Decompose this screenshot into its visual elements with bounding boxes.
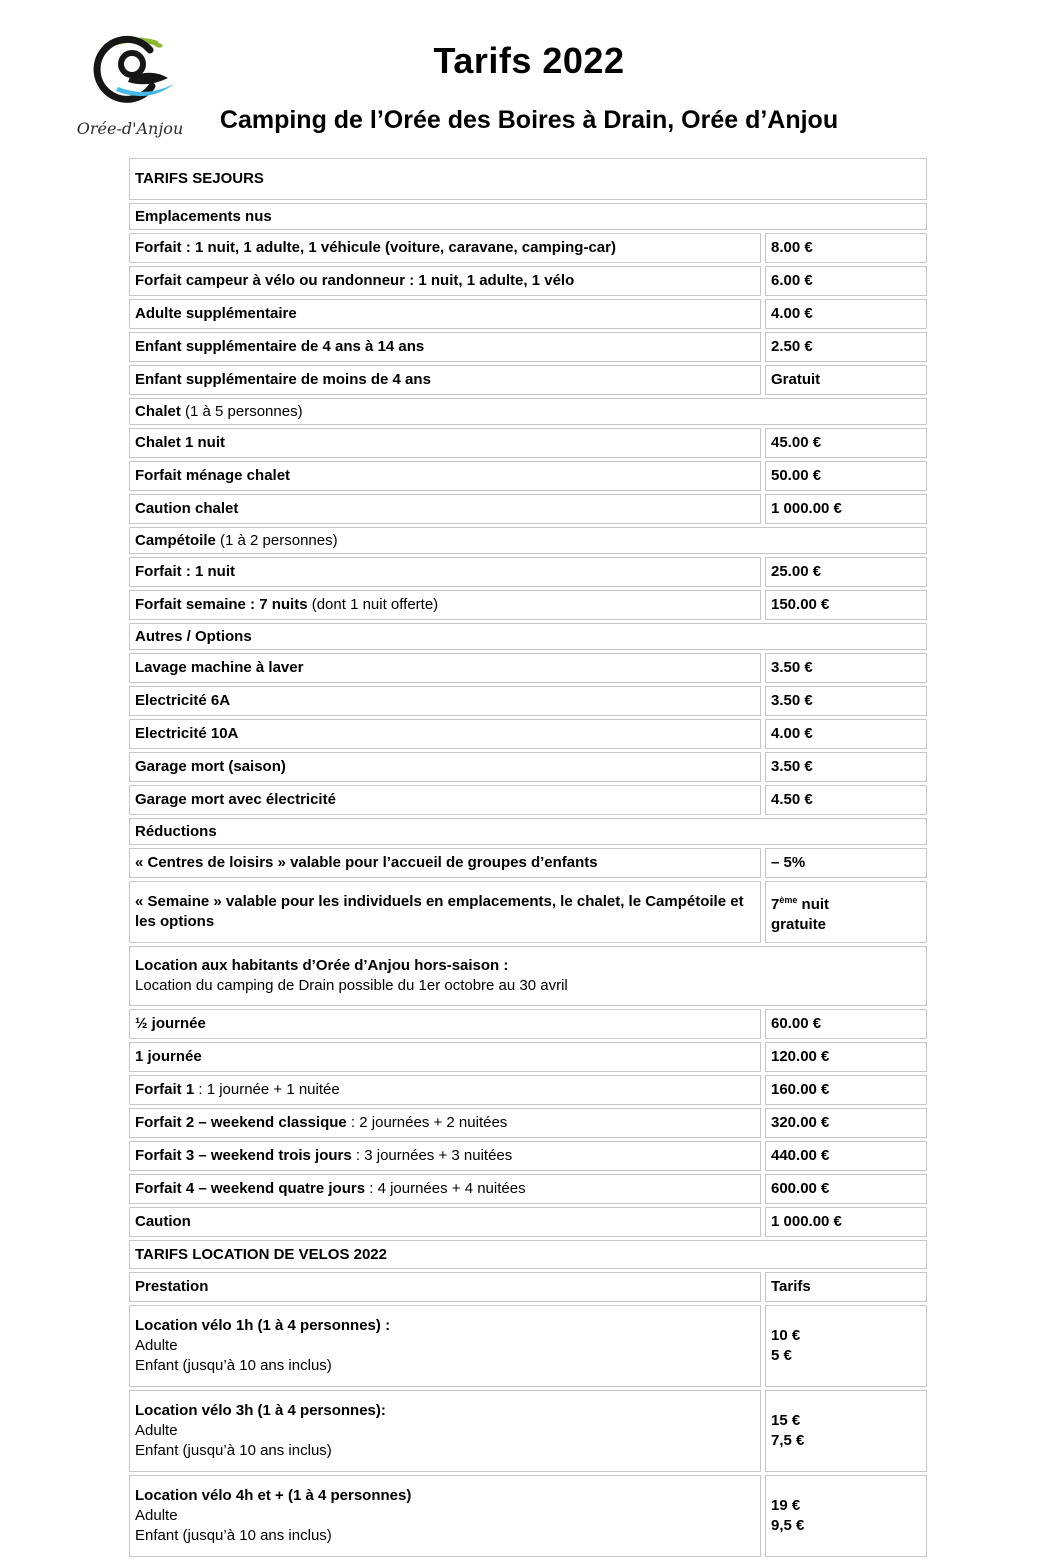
tariff-label: Garage mort (saison) bbox=[129, 752, 761, 782]
tariff-row bbox=[129, 1108, 927, 1138]
section-header bbox=[129, 527, 927, 554]
tariff-price: 2.50 € bbox=[765, 332, 927, 362]
tariff-row bbox=[129, 881, 927, 943]
price-line: 19 € bbox=[771, 1497, 801, 1514]
tariff-price: 150.00 € bbox=[765, 590, 927, 620]
tariff-price: Gratuit bbox=[765, 365, 927, 395]
tariff-row bbox=[129, 266, 927, 296]
tariff-price: 4.50 € bbox=[765, 785, 927, 815]
tariff-label: Location vélo 4h et + (1 à 4 personnes) Adulte Enfant (jusqu’à 10 ans inclus) bbox=[129, 1475, 761, 1557]
tariff-price: 8.00 € bbox=[765, 233, 927, 263]
section-label: Campétoile bbox=[135, 531, 216, 549]
tariff-price: 1 000.00 € bbox=[765, 494, 927, 524]
section-note: Location du camping de Drain possible du 1er octobre au 30 avril bbox=[135, 977, 568, 994]
page-subtitle: Camping de l’Orée des Boires à Drain, Orée d’Anjou bbox=[219, 106, 839, 134]
tariff-label: « Centres de loisirs » valable pour l’accueil de groupes d’enfants bbox=[129, 848, 761, 878]
tariff-row bbox=[129, 494, 927, 524]
section-header-row bbox=[129, 398, 927, 425]
column-header-prestation: Prestation bbox=[129, 1272, 761, 1302]
tariff-row bbox=[129, 557, 927, 587]
tariff-price: 3.50 € bbox=[765, 686, 927, 716]
tariff-label: Enfant supplémentaire de 4 ans à 14 ans bbox=[129, 332, 761, 362]
price-line: 5 € bbox=[771, 1347, 792, 1364]
section-header-row bbox=[129, 818, 927, 845]
tariff-row bbox=[129, 785, 927, 815]
price-line: 7ème nuit bbox=[771, 894, 830, 913]
tariff-row bbox=[129, 1009, 927, 1039]
velos-table-title: TARIFS LOCATION DE VELOS 2022 bbox=[129, 1240, 927, 1269]
tariff-label: Caution bbox=[129, 1207, 761, 1237]
tariff-price: 1 000.00 € bbox=[765, 1207, 927, 1237]
tariff-price: 440.00 € bbox=[765, 1141, 927, 1171]
tariff-price bbox=[765, 1475, 927, 1557]
section-header-row bbox=[129, 946, 927, 1006]
tariff-label: Lavage machine à laver bbox=[129, 653, 761, 683]
tariff-price: 3.50 € bbox=[765, 653, 927, 683]
tariff-label: Forfait 4 – weekend quatre jours : 4 journées + 4 nuitées bbox=[129, 1174, 761, 1204]
tariff-row bbox=[129, 653, 927, 683]
tariff-row bbox=[129, 233, 927, 263]
tariff-label: « Semaine » valable pour les individuels en emplacements, le chalet, le Campétoile et les options bbox=[129, 881, 761, 943]
tariff-price: – 5% bbox=[765, 848, 927, 878]
section-header bbox=[129, 623, 927, 650]
tariff-label: Forfait : 1 nuit bbox=[129, 557, 761, 587]
tariff-price: 6.00 € bbox=[765, 266, 927, 296]
logo-wordmark: Orée-d'Anjou bbox=[76, 119, 184, 138]
section-header bbox=[129, 946, 927, 1006]
page-title: Tarifs 2022 bbox=[433, 40, 625, 81]
section-header bbox=[129, 203, 927, 230]
tariff-price: 120.00 € bbox=[765, 1042, 927, 1072]
tariff-row bbox=[129, 428, 927, 458]
section-header-row bbox=[129, 203, 927, 230]
tariff-price: 50.00 € bbox=[765, 461, 927, 491]
tariff-label: Forfait semaine : 7 nuits (dont 1 nuit offerte) bbox=[129, 590, 761, 620]
tariff-table-container bbox=[125, 155, 931, 1560]
tariff-row bbox=[129, 686, 927, 716]
price-line: gratuite bbox=[771, 915, 827, 933]
section-header bbox=[129, 818, 927, 845]
velo-tariff-row bbox=[129, 1475, 927, 1557]
section-header-row bbox=[129, 527, 927, 554]
tariff-label: Electricité 10A bbox=[129, 719, 761, 749]
tariff-table bbox=[125, 155, 931, 1560]
tariff-row bbox=[129, 1075, 927, 1105]
tariff-row bbox=[129, 590, 927, 620]
tariff-row bbox=[129, 848, 927, 878]
section-label: Emplacements nus bbox=[135, 207, 272, 225]
tariff-price bbox=[765, 881, 927, 943]
tariff-row bbox=[129, 299, 927, 329]
tariff-price: 60.00 € bbox=[765, 1009, 927, 1039]
tariff-row bbox=[129, 719, 927, 749]
tariff-price bbox=[765, 1305, 927, 1387]
section-note: (1 à 2 personnes) bbox=[215, 531, 338, 549]
tariff-row bbox=[129, 332, 927, 362]
tariff-label: Forfait : 1 nuit, 1 adulte, 1 véhicule (voiture, caravane, camping-car) bbox=[129, 233, 761, 263]
tariff-row bbox=[129, 1042, 927, 1072]
tariff-price: 4.00 € bbox=[765, 719, 927, 749]
tariff-row bbox=[129, 752, 927, 782]
tariff-label: Adulte supplémentaire bbox=[129, 299, 761, 329]
section-header bbox=[129, 398, 927, 425]
tariff-label: Location vélo 3h (1 à 4 personnes): Adulte Enfant (jusqu’à 10 ans inclus) bbox=[129, 1390, 761, 1472]
tariff-price: 3.50 € bbox=[765, 752, 927, 782]
velo-tariff-row bbox=[129, 1390, 927, 1472]
tariff-label: Forfait 3 – weekend trois jours : 3 journées + 3 nuitées bbox=[129, 1141, 761, 1171]
tariff-label: Caution chalet bbox=[129, 494, 761, 524]
section-header-row bbox=[129, 623, 927, 650]
tariff-row bbox=[129, 365, 927, 395]
tariff-row bbox=[129, 1174, 927, 1204]
price-line: 10 € bbox=[771, 1327, 801, 1344]
tariff-label: Enfant supplémentaire de moins de 4 ans bbox=[129, 365, 761, 395]
velos-title-row bbox=[129, 1240, 927, 1269]
price-line: 15 € bbox=[771, 1412, 801, 1429]
tariff-price: 45.00 € bbox=[765, 428, 927, 458]
tariff-label: Electricité 6A bbox=[129, 686, 761, 716]
tariff-price: 4.00 € bbox=[765, 299, 927, 329]
tariff-row bbox=[129, 1141, 927, 1171]
tariff-label: Chalet 1 nuit bbox=[129, 428, 761, 458]
tariff-label: Forfait campeur à vélo ou randonneur : 1 nuit, 1 adulte, 1 vélo bbox=[129, 266, 761, 296]
tariff-row bbox=[129, 461, 927, 491]
tariff-label: Forfait 2 – weekend classique : 2 journées + 2 nuitées bbox=[129, 1108, 761, 1138]
section-label: Réductions bbox=[135, 822, 217, 840]
tariff-price: 160.00 € bbox=[765, 1075, 927, 1105]
tariff-label: Forfait ménage chalet bbox=[129, 461, 761, 491]
tariff-price: 600.00 € bbox=[765, 1174, 927, 1204]
table-title: TARIFS SEJOURS bbox=[129, 158, 927, 200]
section-label: Chalet bbox=[135, 402, 181, 420]
tariff-price bbox=[765, 1390, 927, 1472]
column-header-row bbox=[129, 1272, 927, 1302]
tariff-label: 1 journée bbox=[129, 1042, 761, 1072]
tariff-label: Location vélo 1h (1 à 4 personnes) : Adulte Enfant (jusqu’à 10 ans inclus) bbox=[129, 1305, 761, 1387]
section-label: Autres / Options bbox=[135, 627, 252, 645]
section-label: Location aux habitants d’Orée d’Anjou hors-saison : bbox=[135, 957, 509, 974]
price-line: 9,5 € bbox=[771, 1517, 805, 1534]
table-title-row bbox=[129, 158, 927, 200]
tariff-row bbox=[129, 1207, 927, 1237]
tariff-price: 25.00 € bbox=[765, 557, 927, 587]
tariff-label: Garage mort avec électricité bbox=[129, 785, 761, 815]
tariff-price: 320.00 € bbox=[765, 1108, 927, 1138]
price-line: 7,5 € bbox=[771, 1432, 805, 1449]
tariff-label: ½ journée bbox=[129, 1009, 761, 1039]
section-note: (1 à 5 personnes) bbox=[180, 402, 303, 420]
column-header-tarifs: Tarifs bbox=[765, 1272, 927, 1302]
tariff-label: Forfait 1 : 1 journée + 1 nuitée bbox=[129, 1075, 761, 1105]
velo-tariff-row bbox=[129, 1305, 927, 1387]
